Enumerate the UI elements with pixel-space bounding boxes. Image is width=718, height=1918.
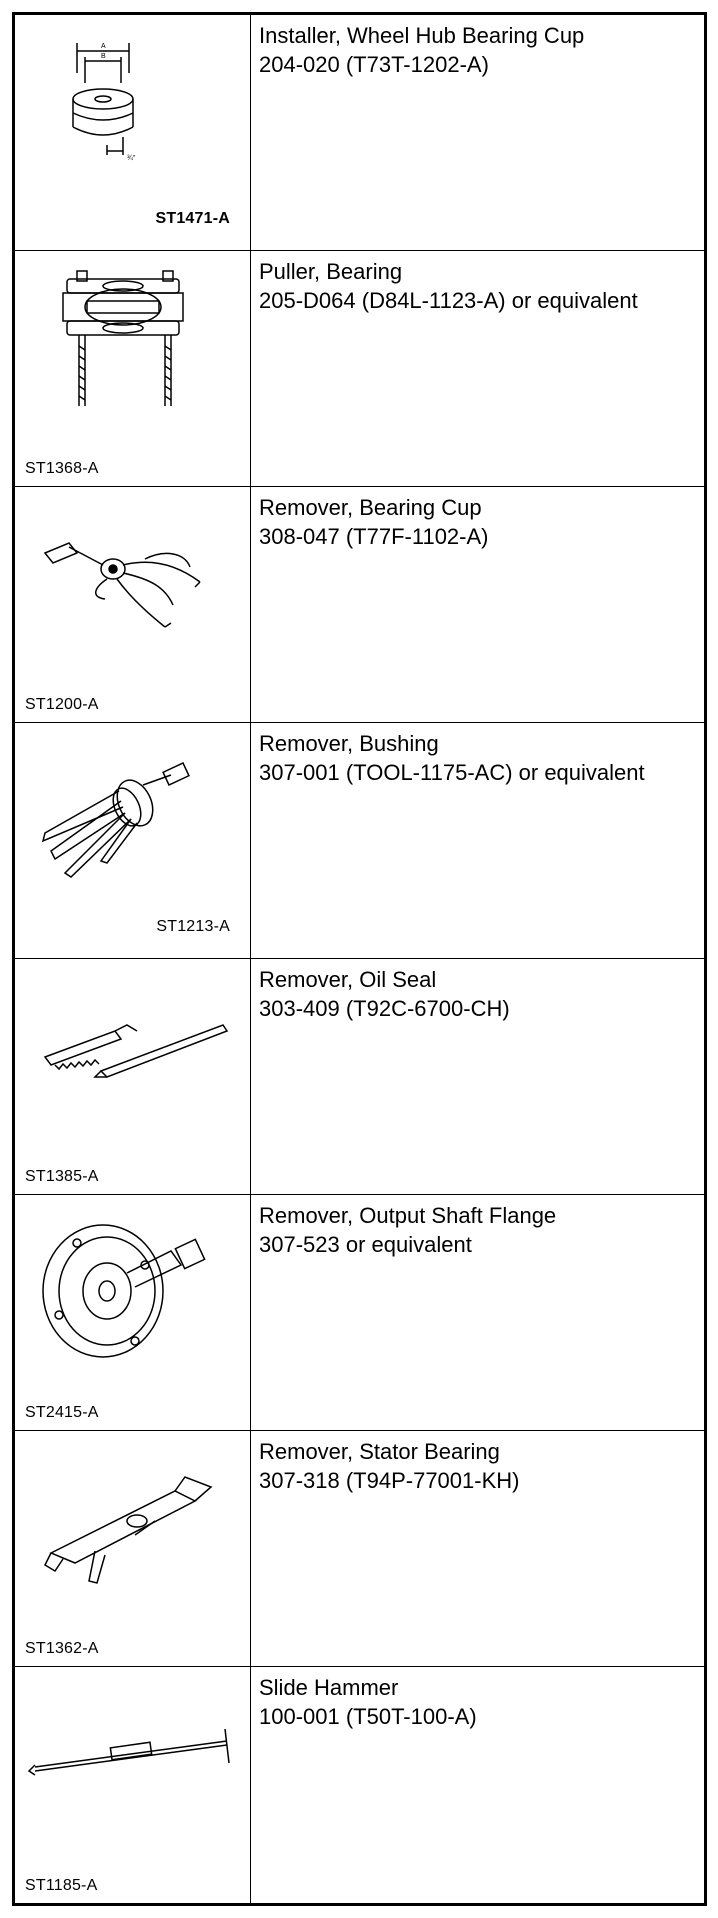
bearing-cup-installer-icon	[15, 15, 251, 195]
tool-illustration-code: ST1213-A	[156, 918, 230, 935]
tool-name: Remover, Output Shaft Flange	[259, 1203, 557, 1228]
tool-name: Puller, Bearing	[259, 259, 403, 284]
tool-illustration-cell	[15, 1431, 251, 1667]
tool-illustration-code: ST2415-A	[25, 1404, 99, 1421]
tool-name: Remover, Oil Seal	[259, 967, 437, 992]
tool-part-number: 303-409 (T92C-6700-CH)	[259, 996, 510, 1021]
tool-illustration-code: ST1385-A	[25, 1168, 99, 1185]
tool-name: Slide Hammer	[259, 1675, 399, 1700]
tool-illustration-code: ST1185-A	[25, 1877, 98, 1894]
tool-illustration-code: ST1368-A	[25, 460, 99, 477]
oil-seal-remover-icon	[15, 959, 251, 1139]
tool-description-cell	[251, 1667, 704, 1903]
dimension-c-label: ¾"	[127, 155, 136, 162]
dimension-a-label: A	[101, 43, 106, 50]
special-tools-table	[12, 12, 707, 1906]
stator-bearing-remover-icon	[15, 1431, 251, 1611]
tool-part-number: 307-001 (TOOL-1175-AC) or equivalent	[259, 760, 645, 785]
tool-description-cell	[251, 1431, 704, 1667]
tool-part-number: 100-001 (T50T-100-A)	[259, 1704, 477, 1729]
tool-illustration-cell	[15, 1667, 251, 1903]
tool-part-number: 205-D064 (D84L-1123-A) or equivalent	[259, 288, 638, 313]
tool-illustration-cell	[15, 15, 251, 251]
output-shaft-flange-remover-icon	[15, 1195, 251, 1375]
tool-name: Remover, Bushing	[259, 731, 439, 756]
dimension-b-label: B	[101, 53, 106, 60]
tool-part-number: 308-047 (T77F-1102-A)	[259, 524, 489, 549]
tool-part-number: 204-020 (T73T-1202-A)	[259, 52, 489, 77]
tool-part-number: 307-523 or equivalent	[259, 1232, 472, 1257]
tool-illustration-code: ST1471-A	[155, 210, 230, 227]
tool-name: Remover, Bearing Cup	[259, 495, 482, 520]
tool-illustration-code: ST1362-A	[25, 1640, 99, 1657]
tool-description-cell	[251, 487, 704, 723]
tool-illustration-cell	[15, 1195, 251, 1431]
tool-description-cell	[251, 1195, 704, 1431]
bushing-remover-icon	[15, 723, 251, 903]
tool-illustration-cell	[15, 723, 251, 959]
bearing-puller-icon	[15, 251, 251, 431]
tool-description-cell	[251, 723, 704, 959]
tool-description-cell	[251, 959, 704, 1195]
tool-illustration-code: ST1200-A	[25, 696, 99, 713]
tool-illustration-cell	[15, 251, 251, 487]
slide-hammer-icon	[15, 1667, 251, 1847]
tool-illustration-cell	[15, 959, 251, 1195]
tool-part-number: 307-318 (T94P-77001-KH)	[259, 1468, 520, 1493]
tool-name: Remover, Stator Bearing	[259, 1439, 500, 1464]
tool-description-cell	[251, 15, 704, 251]
tool-description-cell	[251, 251, 704, 487]
tool-illustration-cell	[15, 487, 251, 723]
tool-name: Installer, Wheel Hub Bearing Cup	[259, 23, 585, 48]
bearing-cup-remover-icon	[15, 487, 251, 667]
